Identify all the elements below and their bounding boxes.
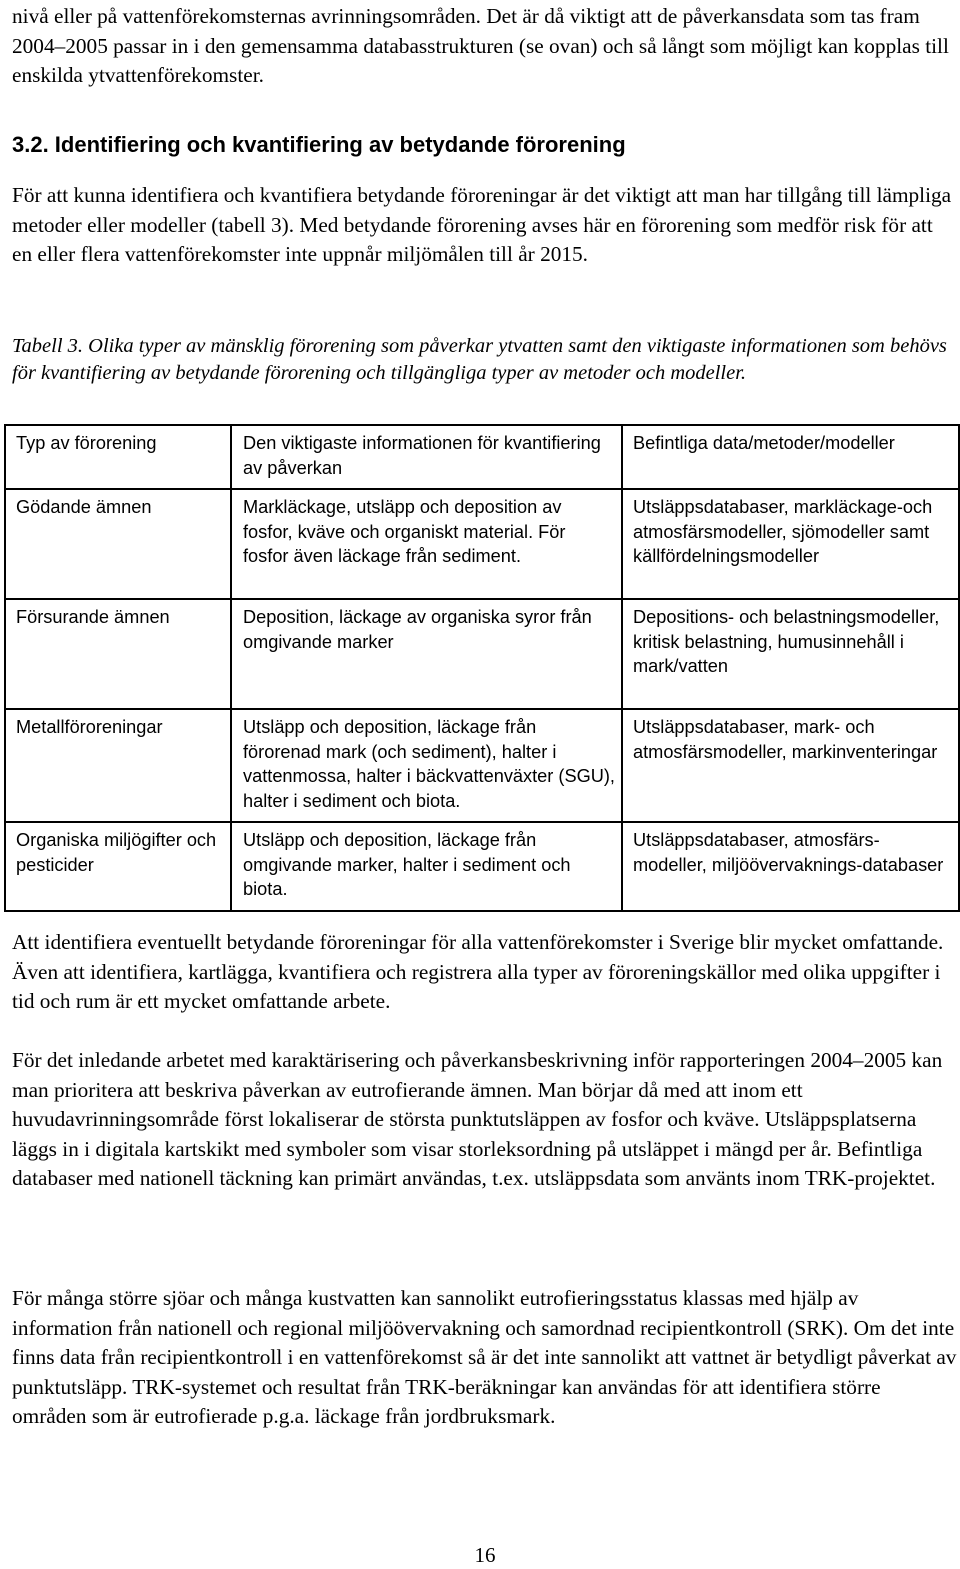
table-header-cell: Den viktigaste informationen för kvantifiering av påverkan bbox=[231, 425, 622, 489]
table-cell: Utsläppsdatabaser, markläckage-och atmosfärsmodeller, sjömodeller samt källfördelningsmodeller bbox=[622, 489, 959, 599]
table-cell: Organiska miljögifter och pesticider bbox=[5, 822, 231, 911]
table-caption-label: Tabell 3. bbox=[12, 335, 84, 357]
table-cell: Deposition, läckage av organiska syror från omgivande marker bbox=[231, 599, 622, 709]
table-cell: Metallföroreningar bbox=[5, 709, 231, 822]
table-cell: Gödande ämnen bbox=[5, 489, 231, 599]
table-cell: Utsläppsdatabaser, atmosfärs-modeller, miljöövervaknings-databaser bbox=[622, 822, 959, 911]
intro-paragraph: nivå eller på vattenförekomsternas avrinningsområden. Det är då viktigt att de påverkansdata som tas fram 2004–2005 passar in i den gemensamma databasstrukturen (se ovan) och så långt som möjligt kan kopplas till enskilda ytvattenförekomster. bbox=[12, 4, 949, 87]
table-header-cell: Typ av förorening bbox=[5, 425, 231, 489]
table-row bbox=[5, 489, 959, 599]
table-header-cell: Befintliga data/metoder/modeller bbox=[622, 425, 959, 489]
body-paragraph: Att identifiera eventuellt betydande föroreningar för alla vattenförekomster i Sverige blir mycket omfattande. Även att identifiera, kartlägga, kvantifiera och registrera alla typer av föroreningskällor med olika uppgifter i tid och rum är ett mycket omfattande arbete. bbox=[12, 930, 944, 1013]
table-header-row bbox=[5, 425, 959, 489]
section-paragraph: För att kunna identifiera och kvantifiera betydande föroreningar är det viktigt att man har tillgång till lämpliga metoder eller modeller (tabell 3). Med betydande förorening avses här en förorening som medför risk för att en eller flera vattenförekomster inte uppnår miljömålen till år 2015. bbox=[12, 183, 952, 266]
section-heading: 3.2. Identifiering och kvantifiering av betydande förorening bbox=[12, 132, 626, 157]
pollution-table bbox=[4, 424, 960, 912]
body-paragraph: För många större sjöar och många kustvatten kan sannolikt eutrofieringsstatus klassas med hjälp av information från nationell och regional miljöövervakning och samordnad recipientkontroll (SRK). Om det inte finns data från recipientkontroll i en vattenförekomst så är det inte sannolikt att vattnet är betydligt påverkat av punktutsläpp. TRK-systemet och resultat från TRK-beräkningar kan användas för att identifiera större områden som är eutrofierade p.g.a. läckage från jordbruksmark. bbox=[12, 1286, 957, 1428]
table-cell: Depositions- och belastningsmodeller, kritisk belastning, humusinnehåll i mark/vatten bbox=[622, 599, 959, 709]
table-cell: Utsläppsdatabaser, mark- och atmosfärsmodeller, markinventeringar bbox=[622, 709, 959, 822]
table-cell: Försurande ämnen bbox=[5, 599, 231, 709]
table-row bbox=[5, 599, 959, 709]
table-cell: Utsläpp och deposition, läckage från omgivande marker, halter i sediment och biota. bbox=[231, 822, 622, 911]
body-paragraph: För det inledande arbetet med karaktärisering och påverkansbeskrivning inför rapporteringen 2004–2005 kan man prioritera att beskriva påverkan av eutrofierande ämnen. Man börjar då med att inom ett huvudavrinningsområde först lokaliserar de största punktutsläppen av fosfor och kväve. Utsläppsplatserna läggs in i digitala kartskikt med symboler som visar storleksordning på utsläppet i mängd per år. Befintliga databaser med nationell täckning kan primärt användas, t.ex. utsläppsdata som använts inom TRK-projektet. bbox=[12, 1048, 943, 1190]
table-row bbox=[5, 822, 959, 911]
page-number: 16 bbox=[474, 1543, 496, 1567]
table-caption bbox=[12, 333, 958, 387]
table-cell: Utsläpp och deposition, läckage från förorenad mark (och sediment), halter i vattenmossa, halter i bäckvattenväxter (SGU), halter i sediment och biota. bbox=[231, 709, 622, 822]
table-caption-text: Olika typer av mänsklig förorening som påverkar ytvatten samt den viktigaste informationen som behövs för kvantifiering av betydande förorening och tillgängliga typer av metoder och modeller. bbox=[12, 335, 947, 384]
table-cell: Markläckage, utsläpp och deposition av fosfor, kväve och organiskt material. För fosfor även läckage från sediment. bbox=[231, 489, 622, 599]
table-row bbox=[5, 709, 959, 822]
